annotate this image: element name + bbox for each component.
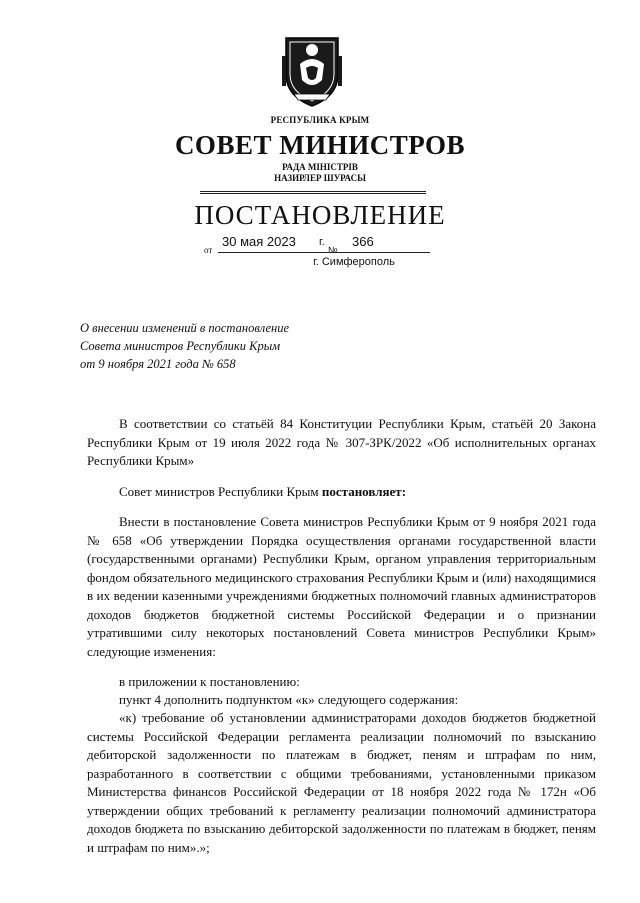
decree-city: г. Симферополь: [313, 256, 395, 268]
subject-line: О внесении изменений в постановление: [80, 321, 290, 335]
clause-paragraph: пункт 4 дополнить подпунктом «к» следующего содержания:: [119, 692, 459, 707]
council-title: СОВЕТ МИНИСТРОВ: [174, 130, 466, 160]
decree-date-line: [204, 234, 434, 258]
decree-number: 366: [352, 234, 374, 249]
council-title-ukrainian: РАДА МІНІСТРІВ: [282, 162, 358, 172]
republic-name: РЕСПУБЛИКА КРЫМ: [270, 115, 370, 125]
resolution-verb: постановляет:: [321, 484, 407, 499]
council-title-crimean-tatar: НАЗИРЛЕР ШУРАСЫ: [274, 173, 366, 183]
appendix-paragraph: в приложении к постановлению:: [119, 674, 300, 689]
date-underline: [218, 252, 430, 253]
document-type-title: ПОСТАНОВЛЕНИЕ: [194, 200, 446, 230]
resolution-paragraph: [87, 483, 596, 502]
subject-line: от 9 ноября 2021 года № 658: [80, 357, 236, 371]
header-divider: [200, 191, 426, 192]
subject-line: Совета министров Республики Крым: [80, 339, 281, 353]
year-suffix: г.: [319, 236, 325, 248]
number-prefix: №: [328, 245, 338, 255]
decree-date: 30 мая 2023: [222, 234, 296, 249]
legal-basis-paragraph: В соответствии со статьёй 84 Конституции Республики Крым, статьёй 20 Закона Республики Крым от 19 июля 2022 года № 307-ЗРК/2022 «Об исполнительных органах Республики Крым»: [87, 416, 596, 468]
header-divider: [200, 193, 426, 194]
coat-of-arms-crimea-icon: [280, 34, 344, 108]
date-prefix: от: [204, 245, 213, 255]
subclause-paragraph: «к) требование об установлении администраторами доходов бюджетов бюджетной системы Российской Федерации регламента реализации полномочий по взысканию дебиторской задолженности по платежам в бюджет, пеням и штрафам по ним, разработанного в соответствии с общими требованиями, установленными приказом Министерства финансов Российской Федерации от 18 ноября 2022 года № 172н «Об утверждении общих требований к регламенту реализации полномочий администратора доходов бюджета по взысканию дебиторской задолженности по платежам в бюджет, пеням и штрафам по ним».»;: [87, 710, 596, 855]
amendment-paragraph: Внести в постановление Совета министров Республики Крым от 9 ноября 2021 года № 658 «Об утверждении Порядка осуществления органами государственной власти (государственными органами) Республики Крым, органом управления территориальным фондом обязательного медицинского страхования Республики Крым и (или) находящимися в их ведении казенными учреждениями бюджетных полномочий главных администраторов доходов бюджетов бюджетной системы Российской Федерации и о признании утратившими силу некоторых постановлений Совета министров Республики Крым» следующие изменения:: [87, 514, 596, 659]
resolution-text: Совет министров Республики Крым: [119, 484, 322, 499]
decree-subject: [80, 319, 289, 373]
